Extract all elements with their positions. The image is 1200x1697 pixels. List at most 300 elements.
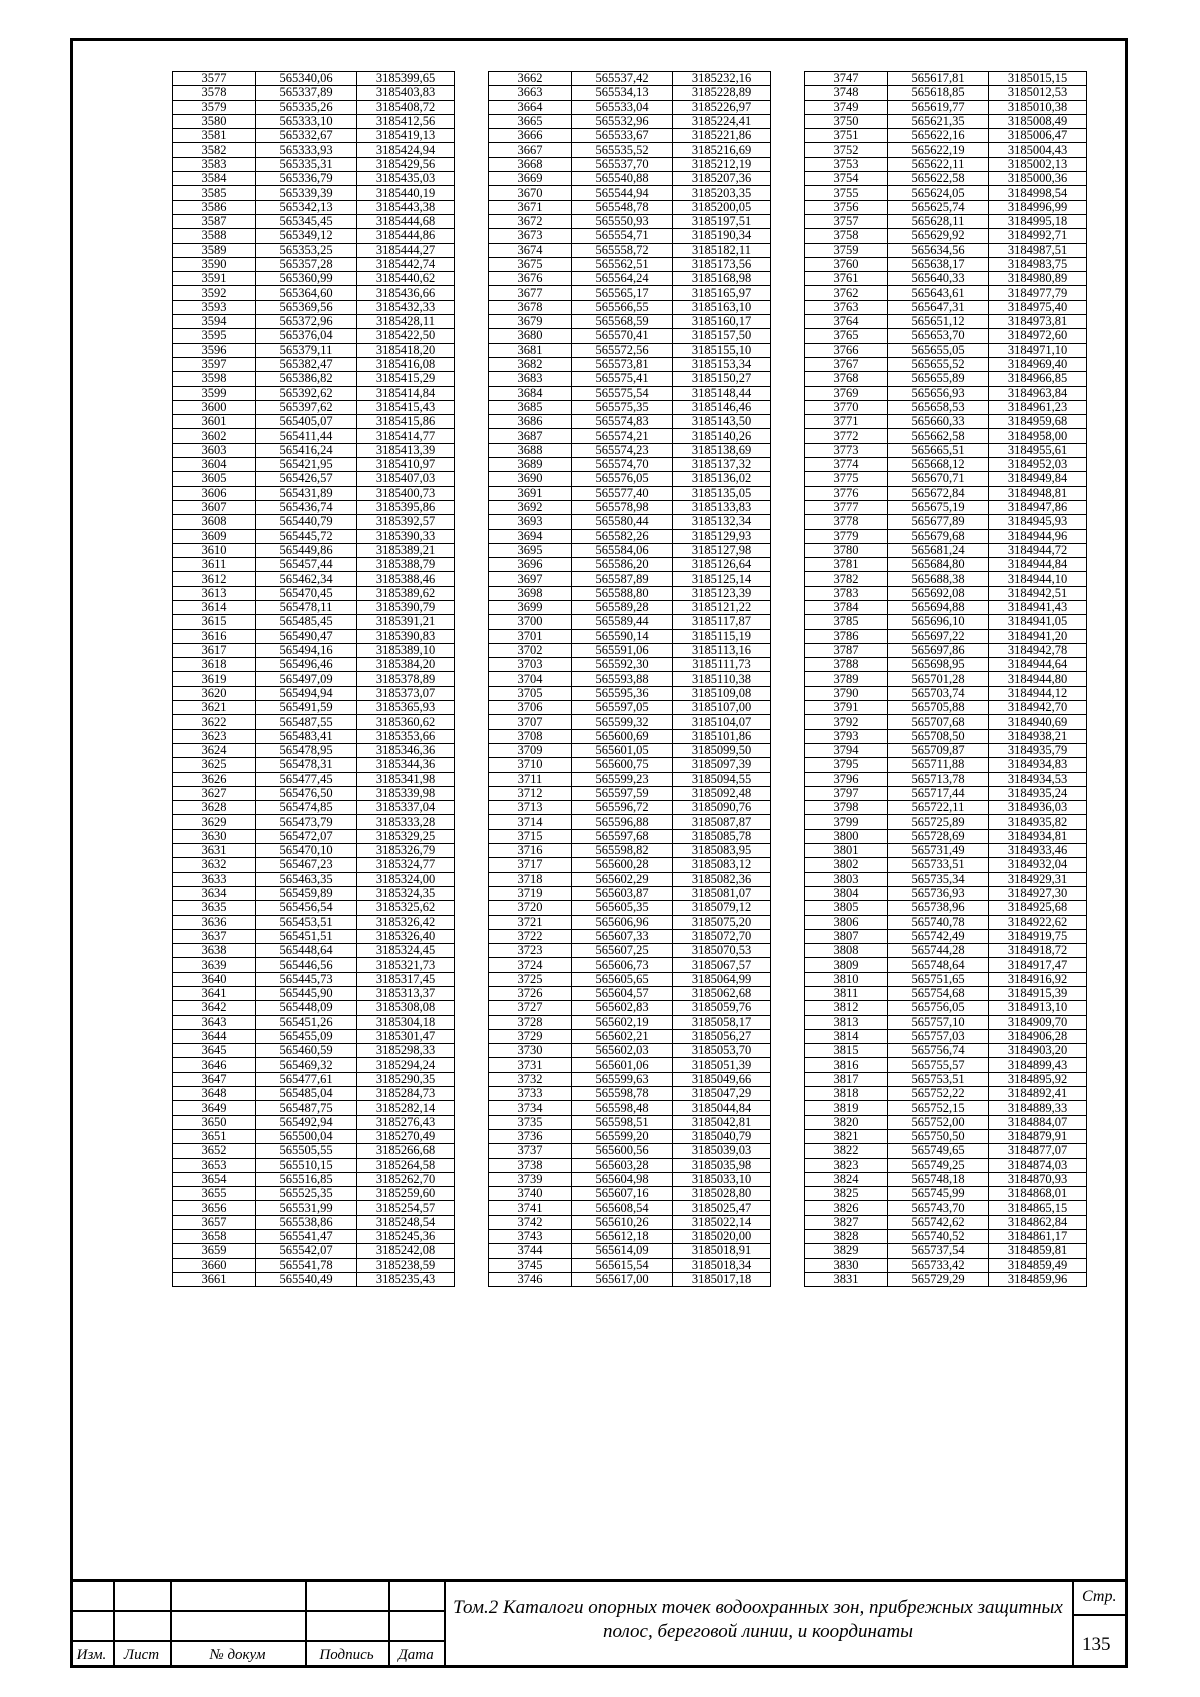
y-coordinate-cell: 3184971,10 [989, 343, 1087, 357]
x-coordinate-cell: 565510,15 [256, 1158, 357, 1172]
table-row [805, 643, 1087, 657]
x-coordinate-cell: 565622,19 [888, 143, 989, 157]
x-coordinate-cell: 565606,96 [572, 915, 673, 929]
point-number-cell: 3762 [805, 286, 888, 300]
x-coordinate-cell: 565600,75 [572, 758, 673, 772]
table-row [173, 1144, 455, 1158]
y-coordinate-cell: 3184949,84 [989, 472, 1087, 486]
table-row [805, 1129, 1087, 1143]
table-row [173, 515, 455, 529]
point-number-cell: 3661 [173, 1272, 256, 1286]
x-coordinate-cell: 565455,09 [256, 1029, 357, 1043]
table-row [173, 743, 455, 757]
table-row [489, 372, 771, 386]
x-coordinate-cell: 565578,98 [572, 500, 673, 514]
x-coordinate-cell: 565688,38 [888, 572, 989, 586]
table-row [805, 257, 1087, 271]
y-coordinate-cell: 3185399,65 [357, 72, 455, 86]
point-number-cell: 3652 [173, 1144, 256, 1158]
table-row [173, 214, 455, 228]
x-coordinate-cell: 565478,31 [256, 758, 357, 772]
x-coordinate-cell: 565572,56 [572, 343, 673, 357]
x-coordinate-cell: 565353,25 [256, 243, 357, 257]
point-number-cell: 3703 [489, 658, 572, 672]
point-number-cell: 3628 [173, 801, 256, 815]
point-number-cell: 3664 [489, 100, 572, 114]
point-number-cell: 3720 [489, 901, 572, 915]
x-coordinate-cell: 565602,19 [572, 1015, 673, 1029]
y-coordinate-cell: 3184969,40 [989, 357, 1087, 371]
x-coordinate-cell: 565525,35 [256, 1187, 357, 1201]
table-row [805, 372, 1087, 386]
point-number-cell: 3668 [489, 157, 572, 171]
point-number-cell: 3685 [489, 400, 572, 414]
x-coordinate-cell: 565692,08 [888, 586, 989, 600]
x-coordinate-cell: 565405,07 [256, 415, 357, 429]
x-coordinate-cell: 565568,59 [572, 315, 673, 329]
table-row [805, 343, 1087, 357]
table-row [489, 858, 771, 872]
x-coordinate-cell: 565487,55 [256, 715, 357, 729]
point-number-cell: 3651 [173, 1129, 256, 1143]
table-row [805, 1072, 1087, 1086]
table-row [489, 400, 771, 414]
x-coordinate-cell: 565446,56 [256, 958, 357, 972]
point-number-cell: 3714 [489, 815, 572, 829]
y-coordinate-cell: 3185436,66 [357, 286, 455, 300]
x-coordinate-cell: 565607,33 [572, 929, 673, 943]
y-coordinate-cell: 3185182,11 [673, 243, 771, 257]
table-row [173, 257, 455, 271]
page-number: 135 [1082, 1634, 1111, 1655]
point-number-cell: 3599 [173, 386, 256, 400]
y-coordinate-cell: 3185248,54 [357, 1215, 455, 1229]
x-coordinate-cell: 565492,94 [256, 1115, 357, 1129]
x-coordinate-cell: 565574,70 [572, 458, 673, 472]
y-coordinate-cell: 3184972,60 [989, 329, 1087, 343]
y-coordinate-cell: 3185373,07 [357, 686, 455, 700]
table-row [805, 114, 1087, 128]
table-row [173, 472, 455, 486]
table-row [489, 357, 771, 371]
table-row [805, 429, 1087, 443]
y-coordinate-cell: 3185424,94 [357, 143, 455, 157]
table-row [173, 1201, 455, 1215]
table-row [173, 1101, 455, 1115]
table-row [489, 915, 771, 929]
table-row [173, 200, 455, 214]
table-row [173, 558, 455, 572]
table-row [173, 1029, 455, 1043]
point-number-cell: 3732 [489, 1072, 572, 1086]
point-number-cell: 3817 [805, 1072, 888, 1086]
x-coordinate-cell: 565445,90 [256, 987, 357, 1001]
table-row [805, 600, 1087, 614]
x-coordinate-cell: 565756,05 [888, 1001, 989, 1015]
point-number-cell: 3778 [805, 515, 888, 529]
y-coordinate-cell: 3185221,86 [673, 129, 771, 143]
y-coordinate-cell: 3185109,08 [673, 686, 771, 700]
x-coordinate-cell: 565596,72 [572, 801, 673, 815]
table-row [489, 643, 771, 657]
point-number-cell: 3641 [173, 987, 256, 1001]
point-number-cell: 3760 [805, 257, 888, 271]
x-coordinate-cell: 565497,09 [256, 672, 357, 686]
point-number-cell: 3600 [173, 400, 256, 414]
y-coordinate-cell: 3185308,08 [357, 1001, 455, 1015]
x-coordinate-cell: 565670,71 [888, 472, 989, 486]
table-row [173, 272, 455, 286]
x-coordinate-cell: 565436,74 [256, 500, 357, 514]
x-coordinate-cell: 565737,54 [888, 1244, 989, 1258]
x-coordinate-cell: 565357,28 [256, 257, 357, 271]
point-number-cell: 3826 [805, 1201, 888, 1215]
point-number-cell: 3759 [805, 243, 888, 257]
point-number-cell: 3755 [805, 186, 888, 200]
table-row [805, 972, 1087, 986]
point-number-cell: 3792 [805, 715, 888, 729]
table-row [805, 229, 1087, 243]
point-number-cell: 3598 [173, 372, 256, 386]
x-coordinate-cell: 565534,13 [572, 86, 673, 100]
y-coordinate-cell: 3185121,22 [673, 600, 771, 614]
table-row [489, 1244, 771, 1258]
table-row [805, 829, 1087, 843]
table-row [173, 415, 455, 429]
stamp-label-izm: Изм. [76, 1647, 107, 1663]
x-coordinate-cell: 565449,86 [256, 543, 357, 557]
table-row [173, 1044, 455, 1058]
x-coordinate-cell: 565668,12 [888, 458, 989, 472]
table-row [173, 1258, 455, 1272]
x-coordinate-cell: 565592,30 [572, 658, 673, 672]
point-number-cell: 3735 [489, 1115, 572, 1129]
x-coordinate-cell: 565589,44 [572, 615, 673, 629]
y-coordinate-cell: 3184944,72 [989, 543, 1087, 557]
x-coordinate-cell: 565610,26 [572, 1215, 673, 1229]
point-number-cell: 3815 [805, 1044, 888, 1058]
y-coordinate-cell: 3184992,71 [989, 229, 1087, 243]
point-number-cell: 3822 [805, 1144, 888, 1158]
point-number-cell: 3726 [489, 987, 572, 1001]
table-row [805, 315, 1087, 329]
table-row [489, 872, 771, 886]
y-coordinate-cell: 3185428,11 [357, 315, 455, 329]
stamp-label-date: Дата [398, 1647, 434, 1663]
point-number-cell: 3737 [489, 1144, 572, 1158]
point-number-cell: 3700 [489, 615, 572, 629]
table-row [489, 257, 771, 271]
y-coordinate-cell: 3185407,03 [357, 472, 455, 486]
point-number-cell: 3730 [489, 1044, 572, 1058]
table-row [489, 543, 771, 557]
x-coordinate-cell: 565736,93 [888, 886, 989, 900]
y-coordinate-cell: 3185301,47 [357, 1029, 455, 1043]
x-coordinate-cell: 565431,89 [256, 486, 357, 500]
y-coordinate-cell: 3184895,92 [989, 1072, 1087, 1086]
table-row [173, 944, 455, 958]
table-row [489, 1072, 771, 1086]
point-number-cell: 3596 [173, 343, 256, 357]
x-coordinate-cell: 565462,34 [256, 572, 357, 586]
table-row [489, 829, 771, 843]
point-number-cell: 3768 [805, 372, 888, 386]
x-coordinate-cell: 565491,59 [256, 701, 357, 715]
table-row [489, 972, 771, 986]
x-coordinate-cell: 565533,04 [572, 100, 673, 114]
y-coordinate-cell: 3184859,49 [989, 1258, 1087, 1272]
table-row [173, 972, 455, 986]
x-coordinate-cell: 565713,78 [888, 772, 989, 786]
point-number-cell: 3707 [489, 715, 572, 729]
x-coordinate-cell: 565643,61 [888, 286, 989, 300]
x-coordinate-cell: 565753,51 [888, 1072, 989, 1086]
y-coordinate-cell: 3185378,89 [357, 672, 455, 686]
point-number-cell: 3578 [173, 86, 256, 100]
point-number-cell: 3773 [805, 443, 888, 457]
point-number-cell: 3655 [173, 1187, 256, 1201]
y-coordinate-cell: 3185390,33 [357, 529, 455, 543]
point-number-cell: 3626 [173, 772, 256, 786]
y-coordinate-cell: 3185047,29 [673, 1087, 771, 1101]
y-coordinate-cell: 3185414,84 [357, 386, 455, 400]
table-row [805, 472, 1087, 486]
table-row [489, 886, 771, 900]
y-coordinate-cell: 3184945,93 [989, 515, 1087, 529]
point-number-cell: 3638 [173, 944, 256, 958]
point-number-cell: 3807 [805, 929, 888, 943]
point-number-cell: 3713 [489, 801, 572, 815]
x-coordinate-cell: 565651,12 [888, 315, 989, 329]
table-row [173, 129, 455, 143]
y-coordinate-cell: 3184859,96 [989, 1272, 1087, 1286]
point-number-cell: 3774 [805, 458, 888, 472]
x-coordinate-cell: 565634,56 [888, 243, 989, 257]
x-coordinate-cell: 565574,21 [572, 429, 673, 443]
table-row [173, 844, 455, 858]
table-row [805, 658, 1087, 672]
table-row [173, 1272, 455, 1286]
x-coordinate-cell: 565550,93 [572, 214, 673, 228]
point-number-cell: 3776 [805, 486, 888, 500]
x-coordinate-cell: 565756,74 [888, 1044, 989, 1058]
table-row [173, 1172, 455, 1186]
point-number-cell: 3781 [805, 558, 888, 572]
y-coordinate-cell: 3184963,84 [989, 386, 1087, 400]
y-coordinate-cell: 3185113,16 [673, 643, 771, 657]
table-row [173, 114, 455, 128]
y-coordinate-cell: 3185390,79 [357, 600, 455, 614]
x-coordinate-cell: 565665,51 [888, 443, 989, 457]
x-coordinate-cell: 565494,94 [256, 686, 357, 700]
point-number-cell: 3606 [173, 486, 256, 500]
point-number-cell: 3624 [173, 743, 256, 757]
point-number-cell: 3678 [489, 300, 572, 314]
y-coordinate-cell: 3185153,34 [673, 357, 771, 371]
point-number-cell: 3731 [489, 1058, 572, 1072]
x-coordinate-cell: 565575,35 [572, 400, 673, 414]
point-number-cell: 3739 [489, 1172, 572, 1186]
y-coordinate-cell: 3184944,64 [989, 658, 1087, 672]
x-coordinate-cell: 565672,84 [888, 486, 989, 500]
point-number-cell: 3798 [805, 801, 888, 815]
point-number-cell: 3637 [173, 929, 256, 943]
table-row [805, 1244, 1087, 1258]
y-coordinate-cell: 3185440,19 [357, 186, 455, 200]
x-coordinate-cell: 565463,35 [256, 872, 357, 886]
point-number-cell: 3682 [489, 357, 572, 371]
x-coordinate-cell: 565485,45 [256, 615, 357, 629]
x-coordinate-cell: 565705,88 [888, 701, 989, 715]
table-row [489, 1001, 771, 1015]
x-coordinate-cell: 565473,79 [256, 815, 357, 829]
table-row [805, 858, 1087, 872]
table-row [489, 1215, 771, 1229]
y-coordinate-cell: 3185058,17 [673, 1015, 771, 1029]
point-number-cell: 3708 [489, 729, 572, 743]
point-number-cell: 3725 [489, 972, 572, 986]
table-row [805, 1144, 1087, 1158]
x-coordinate-cell: 565599,63 [572, 1072, 673, 1086]
y-coordinate-cell: 3185092,48 [673, 786, 771, 800]
x-coordinate-cell: 565364,60 [256, 286, 357, 300]
point-number-cell: 3711 [489, 772, 572, 786]
y-coordinate-cell: 3185012,53 [989, 86, 1087, 100]
point-number-cell: 3618 [173, 658, 256, 672]
point-number-cell: 3828 [805, 1230, 888, 1244]
y-coordinate-cell: 3185025,47 [673, 1201, 771, 1215]
x-coordinate-cell: 565605,35 [572, 901, 673, 915]
y-coordinate-cell: 3184942,78 [989, 643, 1087, 657]
stamp-row-line [1072, 1614, 1128, 1616]
table-row [173, 300, 455, 314]
table-row [805, 1258, 1087, 1272]
point-number-cell: 3728 [489, 1015, 572, 1029]
y-coordinate-cell: 3184998,54 [989, 186, 1087, 200]
y-coordinate-cell: 3184919,75 [989, 929, 1087, 943]
x-coordinate-cell: 565603,87 [572, 886, 673, 900]
y-coordinate-cell: 3185137,32 [673, 458, 771, 472]
y-coordinate-cell: 3184874,03 [989, 1158, 1087, 1172]
x-coordinate-cell: 565622,16 [888, 129, 989, 143]
point-number-cell: 3818 [805, 1087, 888, 1101]
x-coordinate-cell: 565335,26 [256, 100, 357, 114]
table-row [173, 801, 455, 815]
table-row [489, 1258, 771, 1272]
y-coordinate-cell: 3185099,50 [673, 743, 771, 757]
table-row [805, 901, 1087, 915]
point-number-cell: 3809 [805, 958, 888, 972]
point-number-cell: 3797 [805, 786, 888, 800]
x-coordinate-cell: 565607,16 [572, 1187, 673, 1201]
table-row [805, 801, 1087, 815]
y-coordinate-cell: 3185392,57 [357, 515, 455, 529]
coordinates-table-2 [488, 71, 771, 1287]
y-coordinate-cell: 3185317,45 [357, 972, 455, 986]
point-number-cell: 3795 [805, 758, 888, 772]
y-coordinate-cell: 3185325,62 [357, 901, 455, 915]
x-coordinate-cell: 565684,80 [888, 558, 989, 572]
table-row [805, 72, 1087, 86]
x-coordinate-cell: 565606,73 [572, 958, 673, 972]
table-row [805, 357, 1087, 371]
table-row [173, 486, 455, 500]
y-coordinate-cell: 3185051,39 [673, 1058, 771, 1072]
y-coordinate-cell: 3185415,29 [357, 372, 455, 386]
y-coordinate-cell: 3185168,98 [673, 272, 771, 286]
x-coordinate-cell: 565662,58 [888, 429, 989, 443]
table-row [489, 415, 771, 429]
table-row [173, 600, 455, 614]
table-row [805, 300, 1087, 314]
x-coordinate-cell: 565477,61 [256, 1072, 357, 1086]
y-coordinate-cell: 3185266,68 [357, 1144, 455, 1158]
x-coordinate-cell: 565349,12 [256, 229, 357, 243]
table-row [805, 386, 1087, 400]
x-coordinate-cell: 565752,22 [888, 1087, 989, 1101]
table-row [805, 200, 1087, 214]
table-row [173, 987, 455, 1001]
y-coordinate-cell: 3184944,80 [989, 672, 1087, 686]
point-number-cell: 3580 [173, 114, 256, 128]
point-number-cell: 3764 [805, 315, 888, 329]
table-row [173, 400, 455, 414]
x-coordinate-cell: 565717,44 [888, 786, 989, 800]
x-coordinate-cell: 565619,77 [888, 100, 989, 114]
point-number-cell: 3830 [805, 1258, 888, 1272]
table-row [805, 1029, 1087, 1043]
y-coordinate-cell: 3184918,72 [989, 944, 1087, 958]
table-row [489, 586, 771, 600]
y-coordinate-cell: 3185403,83 [357, 86, 455, 100]
table-row [173, 643, 455, 657]
point-number-cell: 3616 [173, 629, 256, 643]
y-coordinate-cell: 3184944,10 [989, 572, 1087, 586]
y-coordinate-cell: 3184938,21 [989, 729, 1087, 743]
x-coordinate-cell: 565573,81 [572, 357, 673, 371]
x-coordinate-cell: 565725,89 [888, 815, 989, 829]
y-coordinate-cell: 3185110,38 [673, 672, 771, 686]
x-coordinate-cell: 565597,59 [572, 786, 673, 800]
y-coordinate-cell: 3185326,40 [357, 929, 455, 943]
y-coordinate-cell: 3185015,15 [989, 72, 1087, 86]
x-coordinate-cell: 565711,88 [888, 758, 989, 772]
point-number-cell: 3689 [489, 458, 572, 472]
point-number-cell: 3763 [805, 300, 888, 314]
y-coordinate-cell: 3184942,51 [989, 586, 1087, 600]
table-row [805, 157, 1087, 171]
point-number-cell: 3656 [173, 1201, 256, 1215]
point-number-cell: 3820 [805, 1115, 888, 1129]
y-coordinate-cell: 3184917,47 [989, 958, 1087, 972]
y-coordinate-cell: 3185075,20 [673, 915, 771, 929]
y-coordinate-cell: 3184859,81 [989, 1244, 1087, 1258]
table-row [489, 572, 771, 586]
x-coordinate-cell: 565598,51 [572, 1115, 673, 1129]
y-coordinate-cell: 3185115,19 [673, 629, 771, 643]
point-number-cell: 3793 [805, 729, 888, 743]
table-row [489, 529, 771, 543]
table-row [173, 143, 455, 157]
point-number-cell: 3670 [489, 186, 572, 200]
table-row [805, 958, 1087, 972]
x-coordinate-cell: 565647,31 [888, 300, 989, 314]
x-coordinate-cell: 565397,62 [256, 400, 357, 414]
y-coordinate-cell: 3184961,23 [989, 400, 1087, 414]
y-coordinate-cell: 3185018,34 [673, 1258, 771, 1272]
y-coordinate-cell: 3185163,10 [673, 300, 771, 314]
table-row [173, 529, 455, 543]
